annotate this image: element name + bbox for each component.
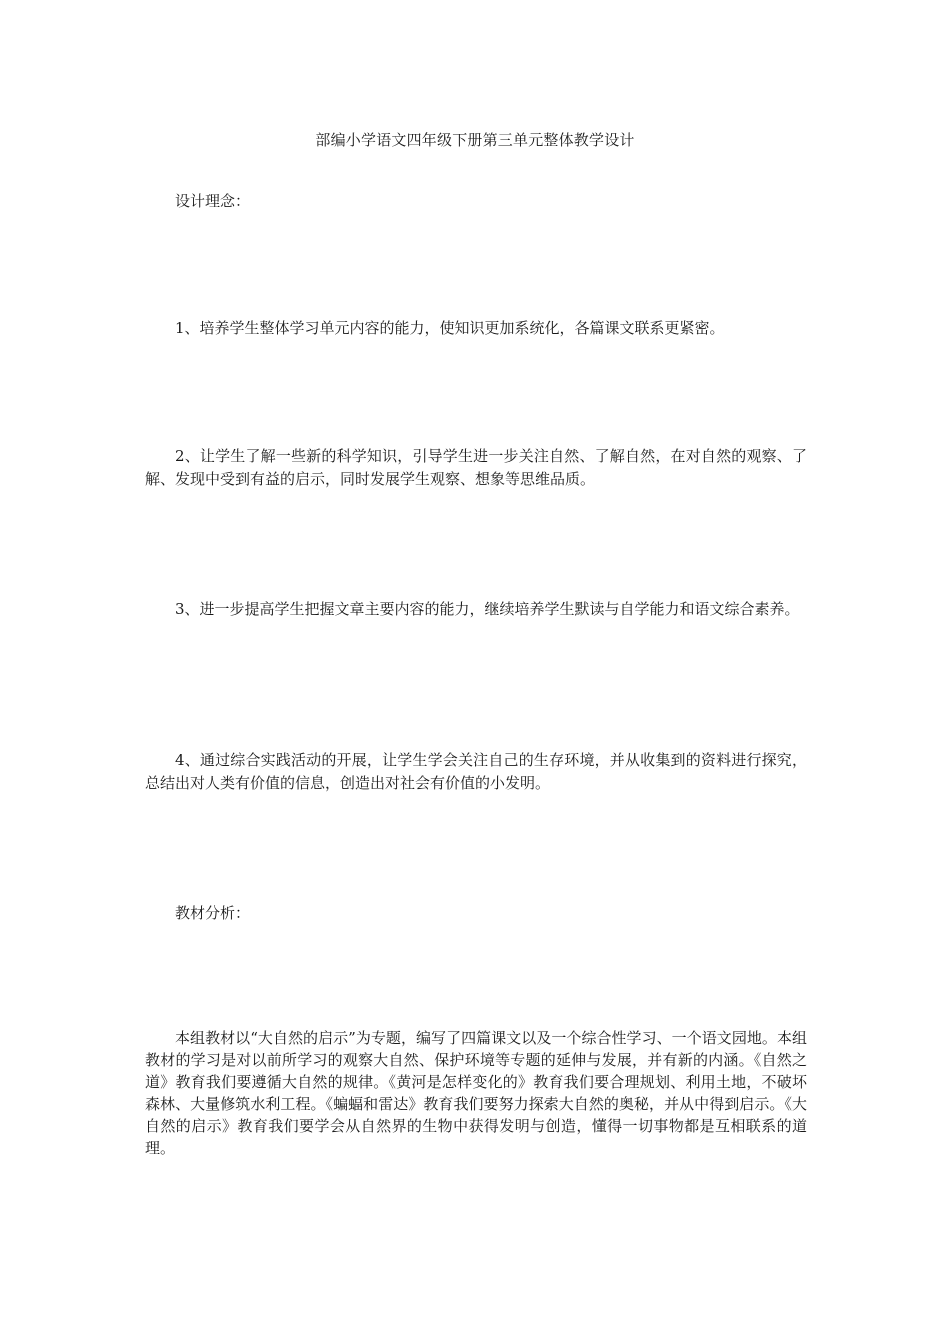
document-title: 部编小学语文四年级下册第三单元整体教学设计 [315, 131, 635, 149]
concept-item-1: 1、培养学生整体学习单元内容的能力，使知识更加系统化，各篇课文联系更紧密。 [175, 319, 725, 337]
concept-item-2: 2、让学生了解一些新的科学知识，引导学生进一步关注自然、了解自然，在对自然的观察、了解、发现中受到有益的启示，同时发展学生观察、想象等思维品质。 [145, 447, 807, 488]
concept-item-3: 3、进一步提高学生把握文章主要内容的能力，继续培养学生默读与自学能力和语文综合素养。 [175, 600, 800, 618]
material-analysis-paragraph: 本组教材以“大自然的启示”为专题，编写了四篇课文以及一个综合性学习、一个语文园地。本组教材的学习是对以前所学习的观察大自然、保护环境等专题的延伸与发展，并有新的内涵。《自然之道》教育我们要遵循大自然的规律。《黄河是怎样变化的》教育我们要合理规划、利用土地，不破坏森林、大量修筑水利工程。《蝙蝠和雷达》教育我们要努力探索大自然的奥秘，并从中得到启示。《大自然的启示》教育我们要学会从自然界的生物中获得发明与创造，懂得一切事物都是互相联系的道理。 [145, 1029, 807, 1157]
design-concept-heading: 设计理念： [175, 192, 251, 210]
concept-item-4: 4、通过综合实践活动的开展，让学生学会关注自己的生存环境，并从收集到的资料进行探究，总结出对人类有价值的信息，创造出对社会有价值的小发明。 [145, 751, 807, 792]
material-analysis-heading: 教材分析： [175, 904, 251, 922]
